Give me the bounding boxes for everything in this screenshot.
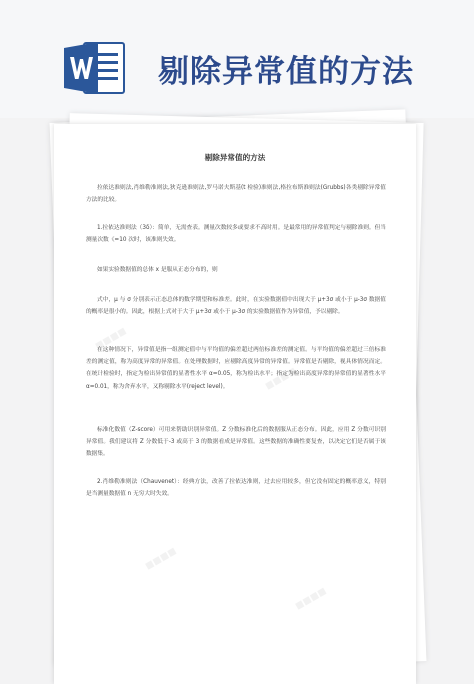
paragraph-chauvenet: 2.肖维勒准则法（Chauvenet）：经典方法，改善了拉依达准则，过去应用较多，但它没有固定的概率意义，特别是当测量数据值 n 无穷大时失效。 bbox=[86, 479, 386, 498]
banner-title: 剔除异常值的方法 bbox=[158, 54, 414, 90]
watermark: ■■■■ bbox=[293, 586, 329, 612]
paragraph-formula: 式中，μ 与 σ 分别表示正态总体的数学期望和标准差。此时，在实验数据值中出现大于 μ+3σ 或小于 μ-3σ 数据值的概率是很小的。因此，根据上式对于大于 μ+3σ 或小于 μ-3σ 的实验数据值作为异常值，予以剔除。 bbox=[86, 297, 386, 316]
paragraph-zscore: 标准化数值（Z-score）可用来帮助识别异常值。Z 分数标准化后的数据服从正态分布。因此，应用 Z 分数可识别异常值。我们建议将 Z 分数低于-3 或高于 3 的数据看成是异常值。这些数据的准确性要复查，以决定它们是否属于该数据集。 bbox=[86, 427, 386, 458]
microsoft-word-icon bbox=[64, 40, 126, 96]
paragraph-normal: 如果实验数据值的总体 x 是服从正态分布的，则 bbox=[97, 267, 218, 273]
document-page bbox=[54, 124, 416, 684]
document-title: 剔除异常值的方法 bbox=[204, 153, 266, 162]
paragraph-intro: 拉依达准则法,肖维勒准则法,狄克逊准则法,罗马诺夫斯基(t 检验)准则法,格拉布斯准则法(Grubbs)各类剔除异常值方法的比较。 bbox=[86, 185, 386, 204]
paragraph-pauta: 1.拉依达准则法（3δ）：简单，无需查表。测量次数较多或要求不高时用。是最常用的异常值判定与剔除准则。但当测量次数《=10 次时，该准则失效。 bbox=[86, 225, 386, 244]
header-banner bbox=[0, 0, 474, 118]
paragraph-outlier: 在这种情况下，异常值是指一组测定值中与平均值的偏差超过两倍标准差的测定值。与平均值的偏差超过三倍标准差的测定值，称为高度异常的异常值。在处理数据时，应剔除高度异常的异常值。异常值是否剔除，视具体情况而定。在统计检验时，指定为检出异常值的显著性水平 α=0.05，称为检出水平；指定为检出高度异常的异常值的显著性水平 α=0.01，称为舍弃水平，又称剔除水平(reject level)。 bbox=[86, 347, 386, 390]
watermark: ■■■■ bbox=[93, 326, 129, 352]
watermark: ■■■■ bbox=[263, 366, 299, 392]
watermark: ■■■■ bbox=[143, 546, 179, 572]
